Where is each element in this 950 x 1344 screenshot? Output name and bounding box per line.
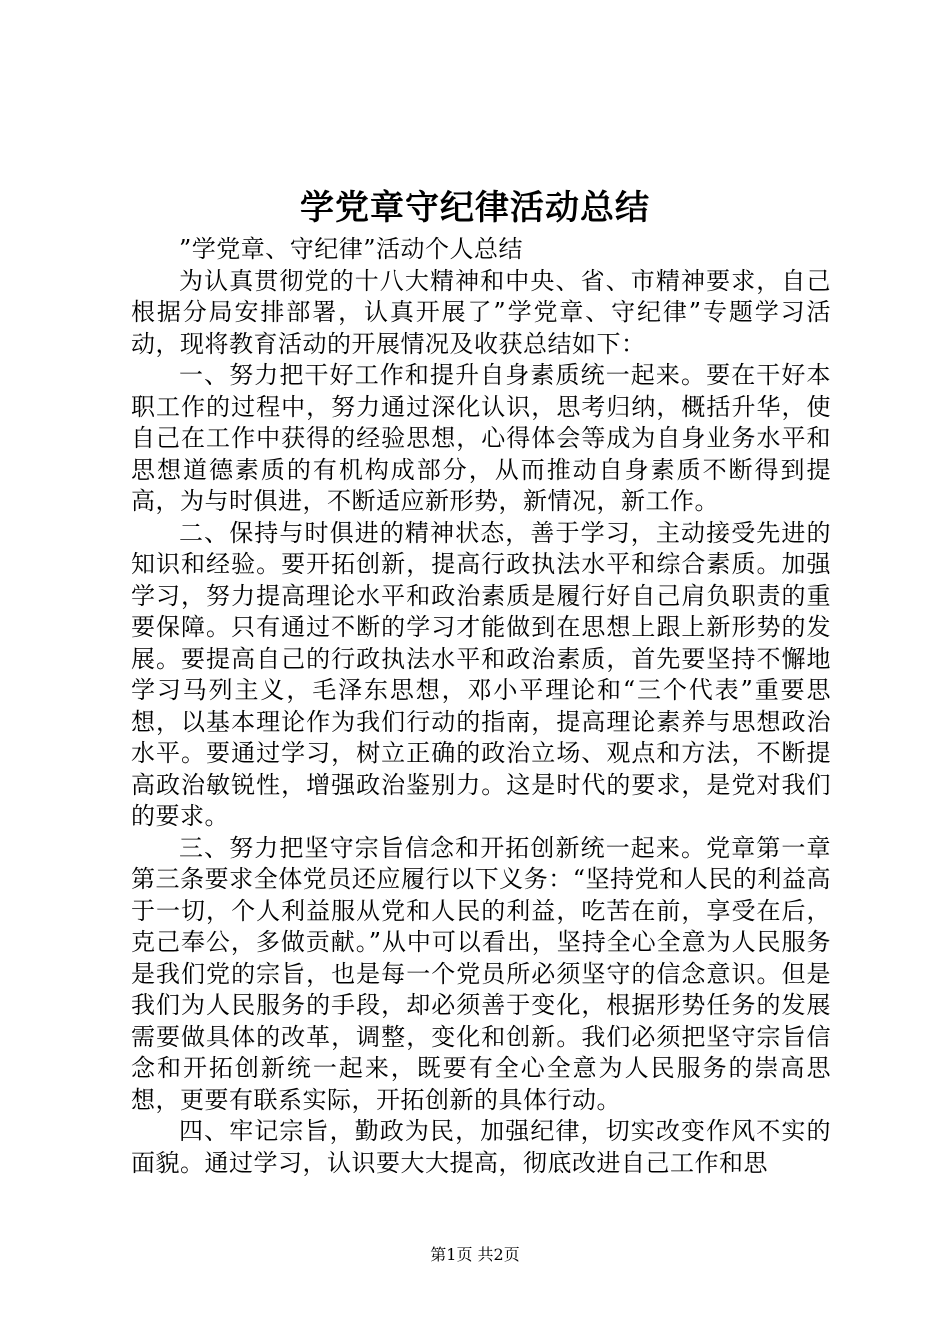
- paragraph-section-4: 四、牢记宗旨，勤政为民，加强纪律，切实改变作风不实的面貌。通过学习，认识要大大提高，彻底改进自己工作和思: [131, 1117, 831, 1177]
- paragraph-subtitle: ”学党章、守纪律”活动个人总结: [179, 235, 524, 263]
- page-number-footer: 第1页 共2页: [430, 1245, 520, 1264]
- document-title: 学党章守纪律活动总结: [300, 188, 650, 228]
- paragraph-section-1: 一、努力把干好工作和提升自身素质统一起来。要在干好本职工作的过程中，努力通过深化认识，思考归纳，概括升华，使自己在工作中获得的经验思想，心得体会等成为自身业务水平和思想道德素质的有机构成部分，从而推动自身素质不断得到提高，为与时俱进，不断适应新形势，新情况，新工作。: [131, 361, 831, 515]
- document-body: [131, 234, 831, 1179]
- paragraph-section-2: 二、保持与时俱进的精神状态，善于学习，主动接受先进的知识和经验。要开拓创新，提高行政执法水平和综合素质。加强学习，努力提高理论水平和政治素质是履行好自己肩负职责的重要保障。只有通过不断的学习才能做到在思想上跟上新形势的发展。要提高自己的行政执法水平和政治素质，首先要坚持不懈地学习马列主义，毛泽东思想，邓小平理论和“三个代表”重要思想，以基本理论作为我们行动的指南，提高理论素养与思想政治水平。要通过学习，树立正确的政治立场、观点和方法，不断提高政治敏锐性，增强政治鉴别力。这是时代的要求，是党对我们的要求。: [131, 518, 831, 830]
- paragraph-intro: 为认真贯彻党的十八大精神和中央、省、市精神要求，自己根据分局安排部署，认真开展了”学党章、守纪律”专题学习活动，现将教育活动的开展情况及收获总结如下：: [131, 266, 831, 358]
- paragraph-section-3: 三、努力把坚守宗旨信念和开拓创新统一起来。党章第一章第三条要求全体党员还应履行以下义务：“坚持党和人民的利益高于一切，个人利益服从党和人民的利益，吃苦在前，享受在后，克己奉公，多做贡献。”从中可以看出，坚持全心全意为人民服务是我们党的宗旨，也是每一个党员所必须坚守的信念意识。但是我们为人民服务的手段，却必须善于变化，根据形势任务的发展需要做具体的改革，调整，变化和创新。我们必须把坚守宗旨信念和开拓创新统一起来，既要有全心全意为人民服务的崇高思想，更要有联系实际，开拓创新的具体行动。: [131, 833, 831, 1114]
